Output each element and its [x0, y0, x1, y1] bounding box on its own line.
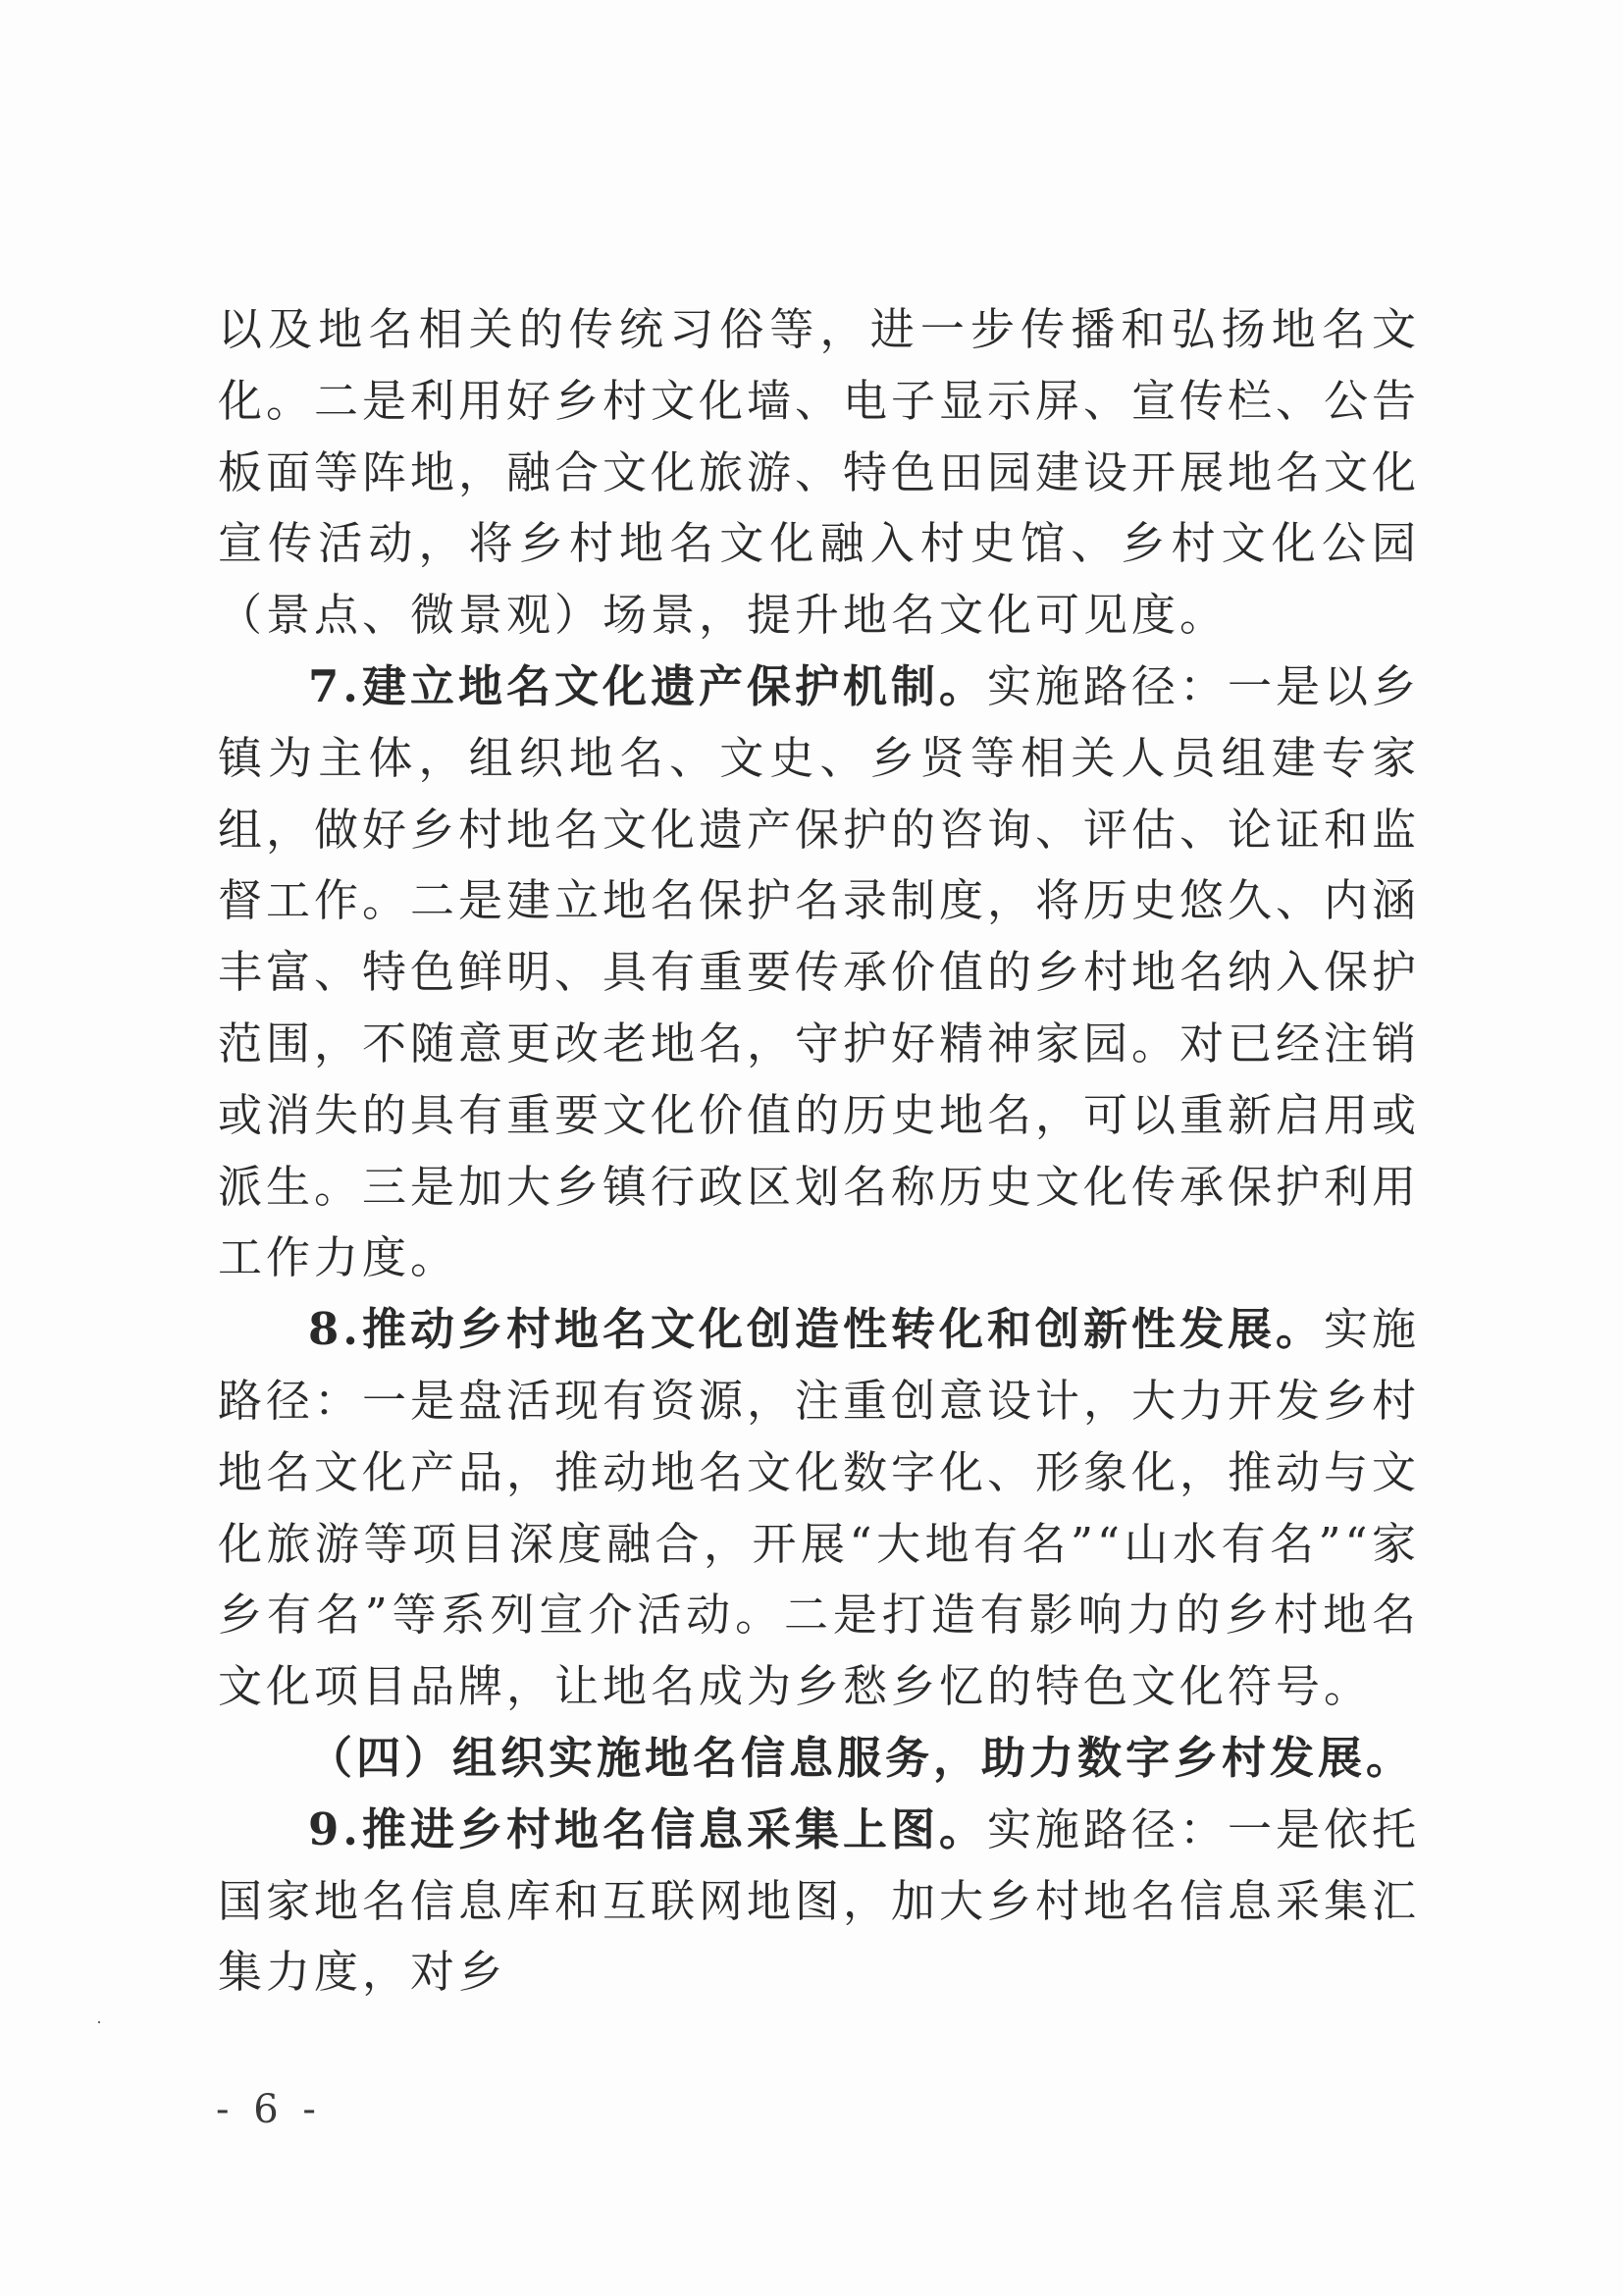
- section-heading-text: （四）组织实施地名信息服务，助力数字乡村发展。: [308, 1731, 1415, 1784]
- paragraph-item-7: [218, 652, 1420, 1294]
- item-heading-7: 7.建立地名文化遗产保护机制。: [308, 659, 987, 712]
- paragraph-continued: [218, 294, 1420, 652]
- paragraph-item-9: [218, 1795, 1420, 2009]
- scan-speck: [98, 2021, 100, 2023]
- paragraph-item-8: [218, 1294, 1420, 1723]
- paragraph-text: 以及地名相关的传统习俗等，进一步传播和弘扬地名文化。二是利用好乡村文化墙、电子显示屏、宣传栏、公告板面等阵地，融合文化旅游、特色田园建设开展地名文化宣传活动，将乡村地名文化融入村史馆、乡村文化公园（景点、微景观）场景，提升地名文化可见度。: [218, 303, 1421, 642]
- paragraph-text: 实施路径：一是以乡镇为主体，组织地名、文史、乡贤等相关人员组建专家组，做好乡村地名文化遗产保护的咨询、评估、论证和监督工作。二是建立地名保护名录制度，将历史悠久、内涵丰富、特色鲜明、具有重要传承价值的乡村地名纳入保护范围，不随意更改老地名，守护好精神家园。对已经注销或消失的具有重要文化价值的历史地名，可以重新启用或派生。三是加大乡镇行政区划名称历史文化传承保护利用工作力度。: [218, 659, 1421, 1284]
- paragraph-text: 实施路径：一是依托国家地名信息库和互联网地图，加大乡村地名信息采集汇集力度，对乡: [218, 1802, 1421, 1999]
- item-heading-9: 9.推进乡村地名信息采集上图。: [308, 1802, 987, 1855]
- item-heading-8: 8.推动乡村地名文化创造性转化和创新性发展。: [308, 1303, 1324, 1356]
- paragraph-text: 实施路径：一是盘活现有资源，注重创意设计，大力开发乡村地名文化产品，推动地名文化数字化、形象化，推动与文化旅游等项目深度融合，开展“大地有名”“山水有名”“家乡有名”等系列宣介活动。二是打造有影响力的乡村地名文化项目品牌，让地名成为乡愁乡忆的特色文化符号。: [218, 1303, 1421, 1713]
- document-body: [218, 294, 1420, 2009]
- section-heading-4: [218, 1723, 1420, 1795]
- page-number: - 6 -: [216, 2087, 322, 2132]
